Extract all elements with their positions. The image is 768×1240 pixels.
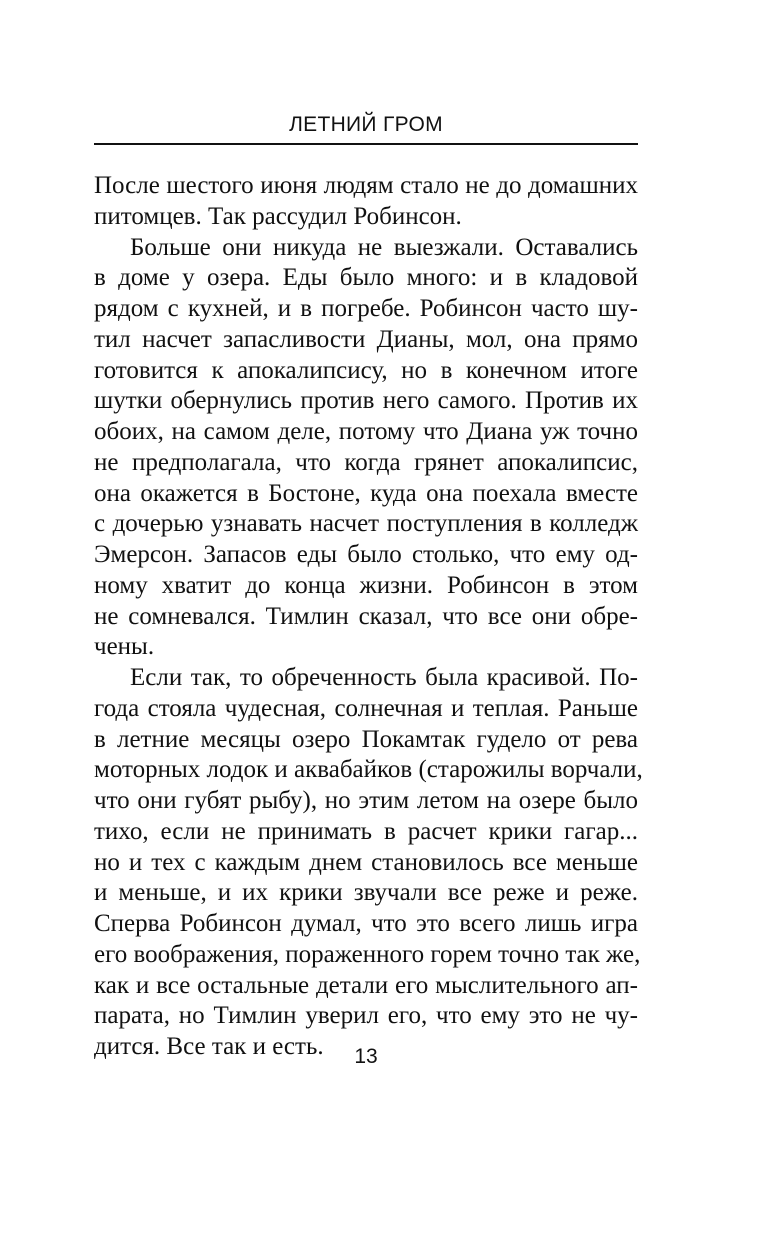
text-line: готовится к апокалипсису, но в конечном итоге [94, 356, 638, 384]
text-line: с дочерью узнавать насчет поступления в колледж [94, 510, 638, 538]
text-line: года стояла чудесная, солнечная и теплая. Раньше [94, 694, 638, 722]
text-line: в летние месяцы озеро Покамтак гудело от рева [94, 725, 638, 753]
paragraph [94, 171, 638, 233]
text-line: но и тех с каждым днем становилось все меньше [94, 848, 638, 876]
text-line: ному хватит до конца жизни. Робинсон в этом [94, 571, 638, 599]
text-line: шутки обернулись против него самого. Против их [94, 387, 638, 415]
text-line: в доме у озера. Еды было много: и в кладовой [94, 264, 638, 292]
text-line: чены. [94, 633, 155, 661]
text-line: Эмерсон. Запасов еды было столько, что ему од- [94, 541, 638, 568]
text-line: не предполагала, что когда грянет апокалипсис, [94, 448, 638, 476]
text-line: обоих, на самом деле, потому что Диана уж точно [94, 418, 638, 445]
paragraph [94, 233, 638, 664]
text-line: она окажется в Бостоне, куда она поехала вместе [94, 479, 638, 507]
text-line: Если так, то обреченность была красивой. По- [130, 664, 638, 691]
text-line: дится. Все так и есть. [94, 1033, 324, 1060]
text-line: питомцев. Так рассудил Робинсон. [94, 202, 462, 230]
page-body [94, 171, 643, 1063]
text-line: Больше они никуда не выезжали. Оставались [130, 233, 638, 261]
running-title: ЛЕТНИЙ ГРОМ [289, 113, 443, 136]
text-line: тихо, если не принимать в расчет крики гагар... [94, 817, 638, 845]
text-line: его воображения, пораженного горем точно так же, [94, 940, 641, 968]
paragraph [94, 663, 643, 1063]
text-line: как и все остальные детали его мыслительного ап- [94, 971, 638, 999]
text-line: Сперва Робинсон думал, что это всего лишь игра [94, 910, 638, 937]
text-line: тил насчет запасливости Дианы, мол, она прямо [94, 325, 638, 353]
text-line: и меньше, и их крики звучали все реже и реже. [94, 879, 638, 907]
text-line: моторных лодок и аквабайков (старожилы ворчали, [94, 756, 643, 784]
header-rule [94, 143, 638, 145]
text-line: не сомневался. Тимлин сказал, что все они обре- [94, 602, 638, 630]
text-line: рядом с кухней, и в погребе. Робинсон часто шу- [94, 295, 638, 322]
text-line: что они губят рыбу), но этим летом на озере было [94, 787, 638, 814]
text-line: После шестого июня людям стало не до домашних [94, 172, 638, 199]
text-line: парата, но Тимлин уверил его, что ему это не чу- [94, 1002, 638, 1030]
page-number: 13 [354, 1045, 378, 1068]
